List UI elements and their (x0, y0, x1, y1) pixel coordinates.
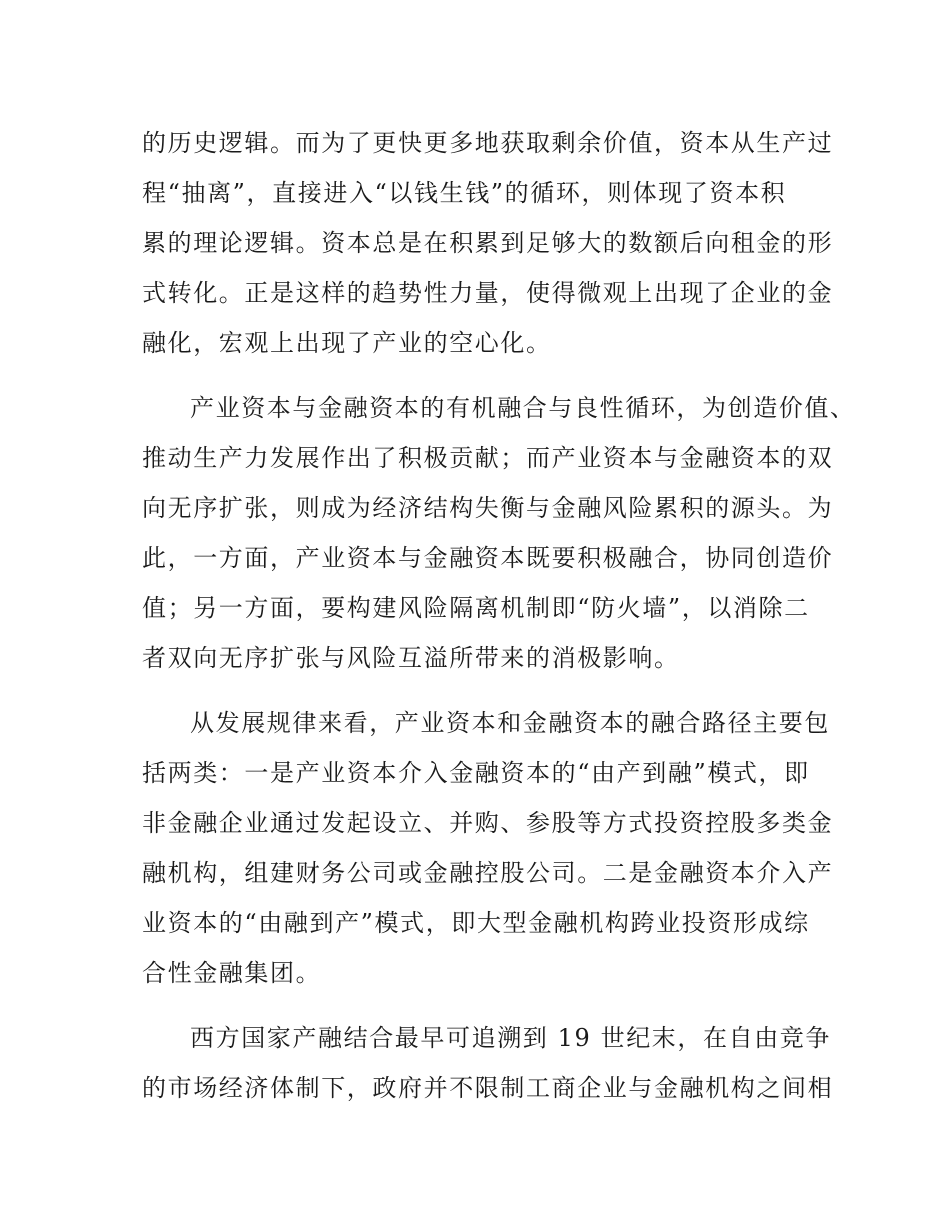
text-line: 从发展规律来看，产业资本和金融资本的融合路径主要包 (190, 709, 830, 737)
text-line: 累的理论逻辑。资本总是在积累到足够大的数额后向租金的形 (142, 229, 834, 257)
text-line: 推动生产力发展作出了积极贡献；而产业资本与金融资本的双 (142, 444, 834, 472)
text-line: 合性金融集团。 (142, 959, 322, 987)
text-line: 业资本的“由融到产”模式，即大型金融机构跨业投资形成综 (142, 909, 810, 937)
text-line: 此，一方面，产业资本与金融资本既要积极融合，协同创造价 (142, 544, 834, 572)
text-line: 向无序扩张，则成为经济结构失衡与金融风险累积的源头。为 (142, 494, 834, 522)
text-line: 式转化。正是这样的趋势性力量，使得微观上出现了企业的金 (142, 279, 834, 307)
text-line: 括两类：一是产业资本介入金融资本的“由产到融”模式，即 (142, 759, 810, 787)
text-line: 非金融企业通过发起设立、并购、参股等方式投资控股多类金 (142, 809, 834, 837)
text-line: 产业资本与金融资本的有机融合与良性循环，为创造价值、 (190, 394, 856, 422)
text-line: 值；另一方面，要构建风险隔离机制即“防火墙”，以消除二 (142, 594, 810, 622)
text-line: 融机构，组建财务公司或金融控股公司。二是金融资本介入产 (142, 859, 834, 887)
text-line: 程“抽离”，直接进入“以钱生钱”的循环，则体现了资本积 (142, 179, 787, 207)
text-line: 的历史逻辑。而为了更快更多地获取剩余价值，资本从生产过 (142, 129, 834, 157)
text-line: 融化，宏观上出现了产业的空心化。 (142, 329, 552, 357)
text-line: 者双向无序扩张与风险互溢所带来的消极影响。 (142, 644, 680, 672)
text-line: 西方国家产融结合最早可追溯到 19 世纪末，在自由竞争 (190, 1024, 831, 1052)
text-line: 的市场经济体制下，政府并不限制工商企业与金融机构之间相 (142, 1074, 834, 1102)
